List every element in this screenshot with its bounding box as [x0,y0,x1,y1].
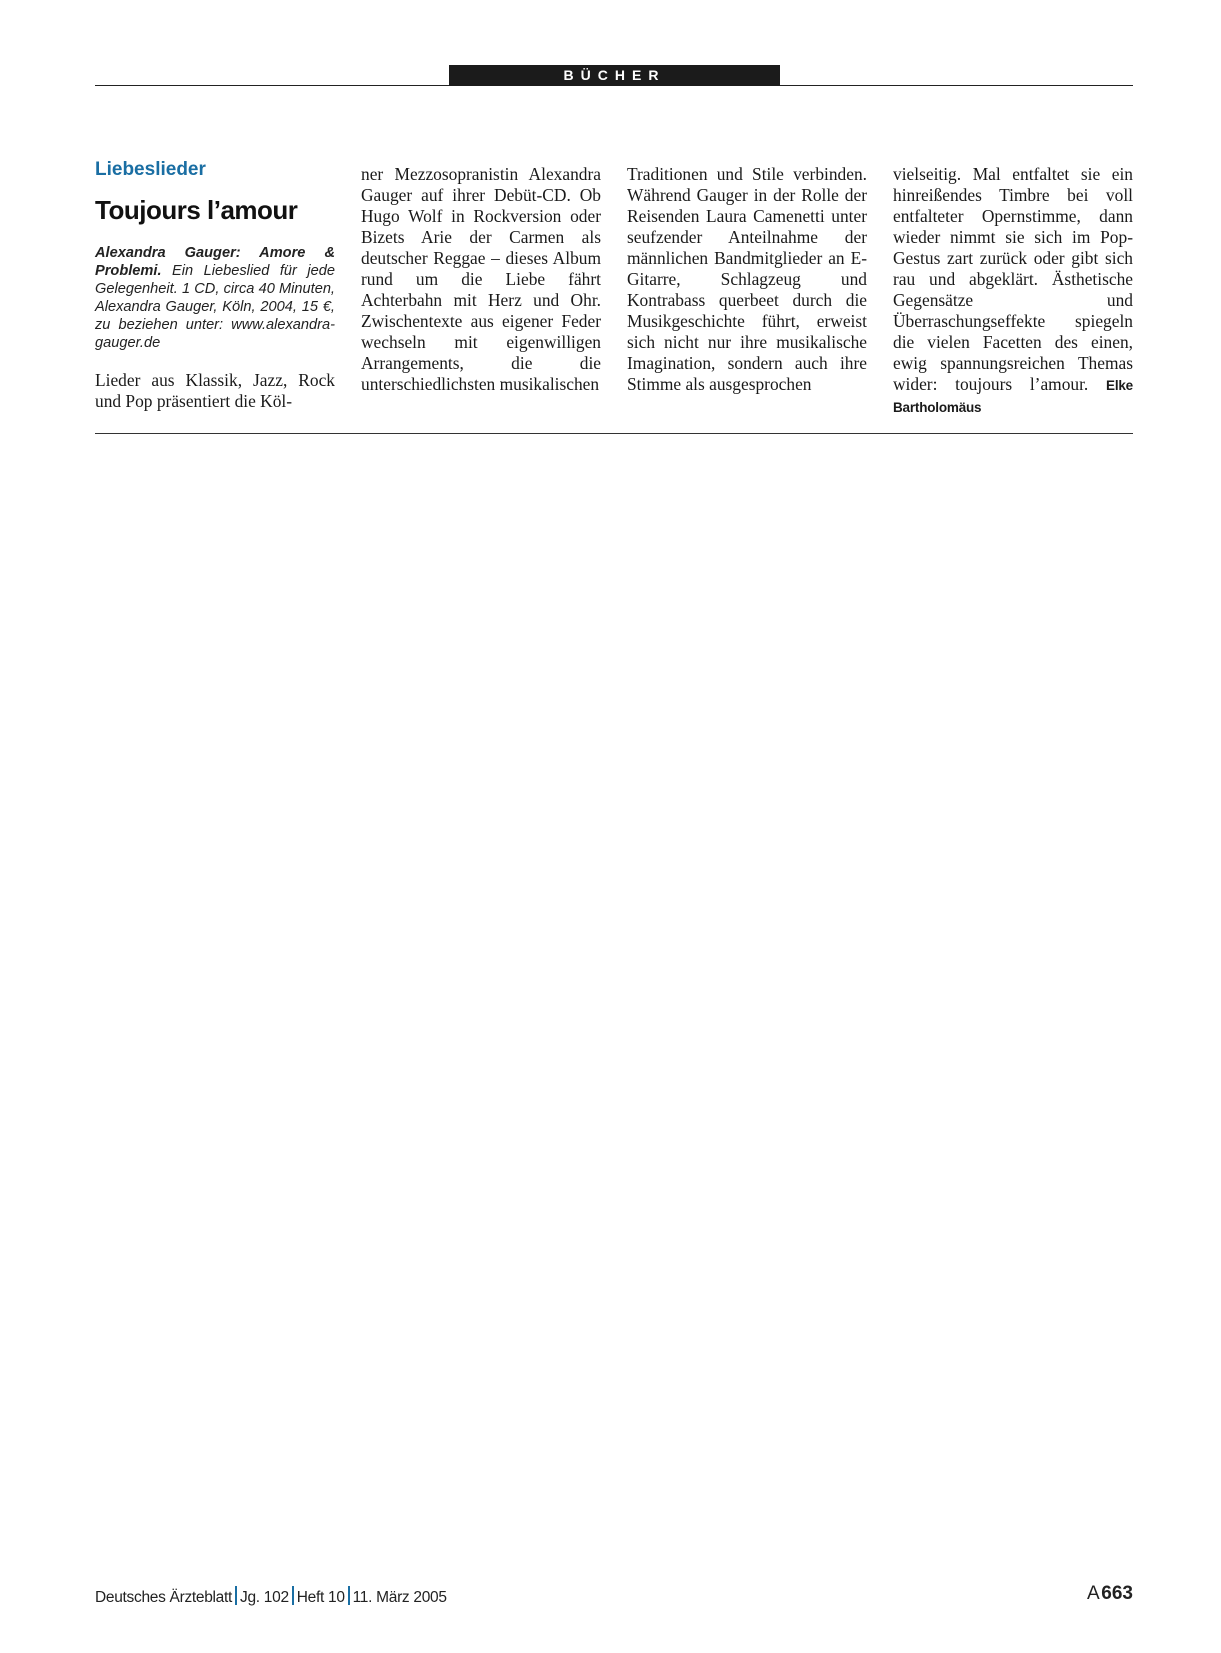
footer-separator [292,1586,294,1605]
footer-separator [348,1586,350,1605]
footer-page-number [1087,1583,1133,1605]
body-text-col4 [893,164,1133,418]
biblio-title: Alexandra Gauger: Amore & Problemi. [95,245,335,279]
book-review-article [95,158,1133,420]
footer-citation [95,1586,447,1607]
article-column-4 [893,164,1133,418]
page-footer [95,1583,1133,1607]
body-text-col4-content: vielseitig. Mal entfaltet sie ein hinreißendes Timbre bei voll entfalteter Opernstimme, dann wieder nimmt sie sich im Pop-Gestus zart zurück oder gibt sich rau und abgeklärt. Ästhetische Gegensätze und Überraschungseffekte spiegeln die vielen Facetten des einen, ewig spannungsreichen Themas wider: toujours l’amour. [893,164,1133,394]
article-headline: Toujours l’amour [95,195,298,225]
bibliographic-info [95,244,335,352]
article-column-1 [95,158,335,412]
footer-volume: Jg. 102 [240,1589,289,1606]
footer-date: 11. März 2005 [352,1589,447,1606]
article-column-3 [627,164,867,395]
body-text-col3: Traditionen und Stile verbinden. Während Gauger in der Rolle der Reisenden Laura Camenetti unter seufzender Anteilnahme der männlichen Bandmitglieder an E-Gitarre, Schlagzeug und Kontrabass querbeet durch die Musikgeschichte führt, erweist sich nicht nur ihre musikalische Imagination, sondern auch ihre Stimme als ausgesprochen [627,164,867,394]
body-text-col2: ner Mezzosopranistin Alexandra Gauger auf ihrer Debüt-CD. Ob Hugo Wolf in Rockversion oder Bizets Arie der Carmen als deutscher Reggae – dieses Album rund um die Liebe fährt Achterbahn mit Herz und Ohr. Zwischentexte aus eigener Feder wechseln mit eigenwilligen Arrangements, die die unterschiedlichsten musikalischen [361,164,601,394]
footer-issue: Heft 10 [296,1589,345,1606]
page-number: 663 [1101,1583,1133,1604]
article-author: Elke Bartholomäus [893,378,1133,415]
article-column-2 [361,164,601,395]
biblio-details: Ein Liebeslied für jede Gelegenheit. 1 CD, circa 40 Minuten, Alexandra Gauger, Köln, 2004, 15 €, zu beziehen unter: www.alexandra-gauger.de [95,263,335,351]
footer-separator [235,1586,237,1605]
article-kicker: Liebeslieder [95,159,206,180]
section-label: BÜCHER [449,65,780,86]
page-prefix: A [1087,1583,1100,1604]
article-end-rule [95,433,1133,434]
body-text-col1: Lieder aus Klassik, Jazz, Rock und Pop präsentiert die Köl- [95,370,335,411]
footer-journal: Deutsches Ärzteblatt [95,1589,233,1606]
